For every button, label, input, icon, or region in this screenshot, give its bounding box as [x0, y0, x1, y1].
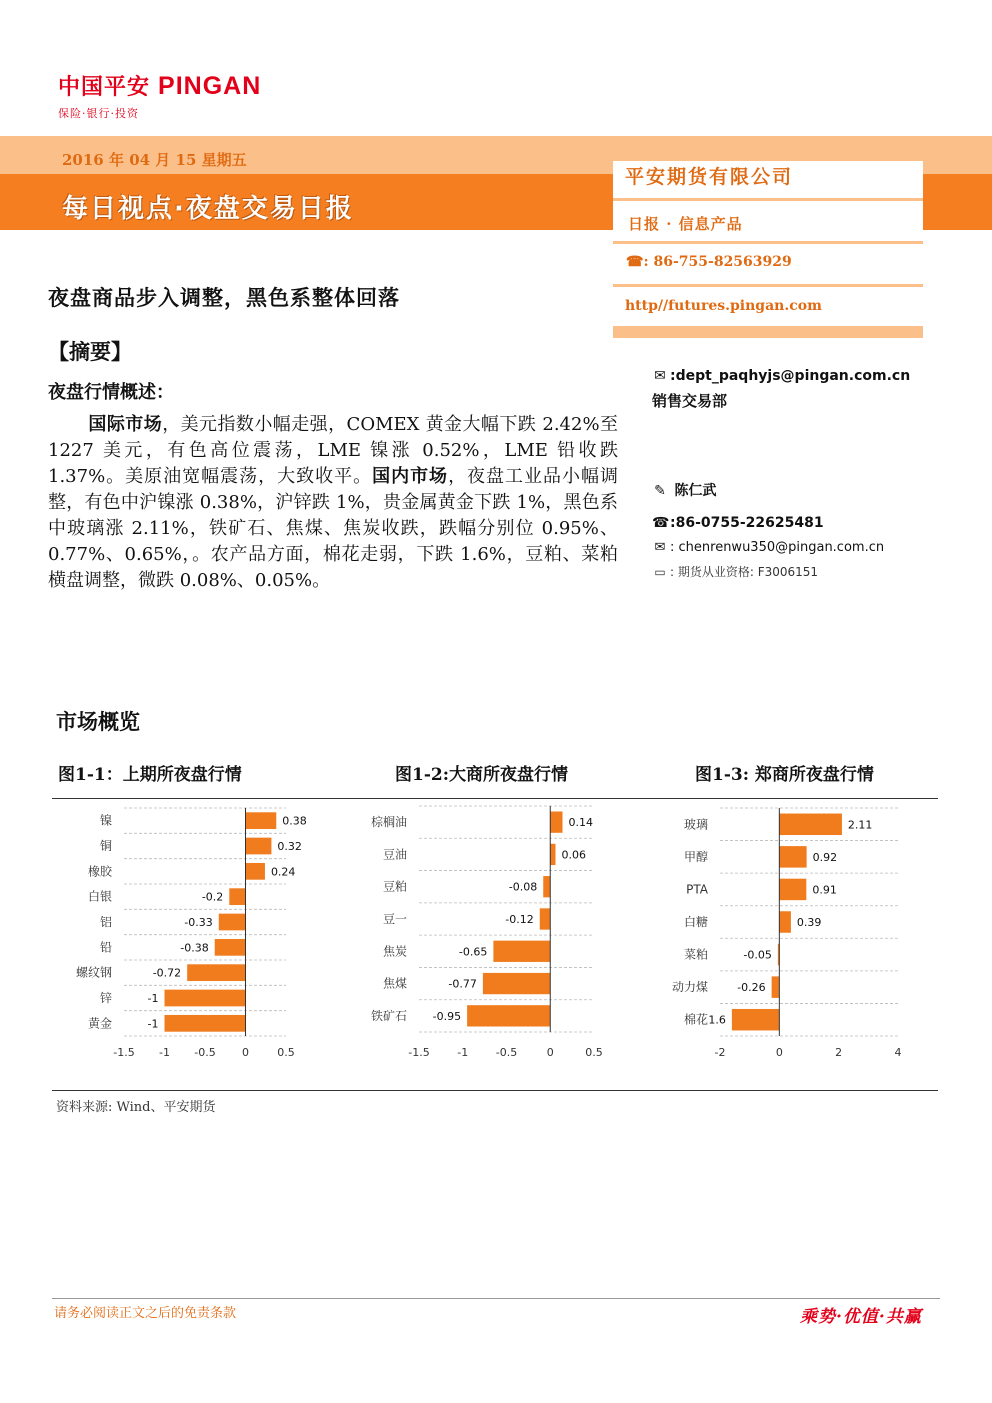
company-name: 平安期货有限公司: [625, 166, 794, 188]
bar-豆一: [540, 908, 551, 929]
bar-豆油: [550, 844, 555, 865]
tick-label: 0.5: [585, 1046, 603, 1059]
data-label: -0.77: [448, 977, 477, 991]
bar-PTA: [779, 879, 806, 900]
company-phone: ☎: 86-755-82563929: [626, 254, 792, 270]
bar-橡胶: [246, 863, 265, 880]
footer-divider: [52, 1298, 940, 1299]
tick-label: -2: [714, 1046, 726, 1059]
category-label: 豆粕: [382, 879, 407, 894]
tick-label: 4: [894, 1046, 902, 1059]
category-label: 白糖: [683, 915, 708, 929]
bar-玻璃: [779, 814, 842, 835]
data-source: 资料来源: Wind、平安期货: [56, 1100, 216, 1115]
category-label: 铝: [99, 915, 112, 929]
category-label: 豆一: [382, 912, 407, 926]
category-label: 黄金: [87, 1016, 112, 1031]
bar-锌: [165, 990, 246, 1007]
category-label: 镍: [99, 813, 112, 828]
bar-甲醇: [779, 846, 806, 867]
category-label: 豆油: [382, 847, 407, 862]
bar-铝: [219, 914, 246, 931]
bar-螺纹钢: [187, 964, 245, 981]
data-label: 0.06: [561, 848, 586, 862]
data-label: -0.2: [201, 890, 224, 904]
report-title: 每日视点·夜盘交易日报: [62, 194, 354, 224]
data-label: -0.38: [180, 941, 209, 955]
report-type: 日报 · 信息产品: [628, 215, 743, 233]
bar-铅: [215, 939, 246, 956]
chart-title-czce: 图1-3: 郑商所夜盘行情: [695, 765, 874, 785]
envelope-icon: ✉: [654, 368, 666, 384]
data-label: 0.92: [812, 850, 838, 864]
author-license: ▭ : 期货从业资格: F3006151: [652, 563, 818, 580]
data-label: 0.91: [812, 883, 837, 897]
pencil-icon: ✎: [654, 483, 666, 499]
data-label: -0.33: [184, 916, 213, 929]
tick-label: 0.5: [277, 1046, 295, 1059]
category-label: PTA: [686, 882, 708, 897]
bar-镍: [246, 812, 277, 829]
data-label: 0.38: [282, 814, 307, 828]
book-icon: ▭: [654, 565, 666, 579]
chart-title-dce: 图1-2:大商所夜盘行情: [395, 765, 568, 785]
tick-label: 0: [546, 1046, 554, 1059]
data-label: -0.95: [432, 1009, 462, 1023]
data-label: -1: [147, 992, 159, 1005]
footer-slogan: 乘势·优值·共赢: [800, 1307, 922, 1327]
chart-title-shfe: 图1-1：上期所夜盘行情: [58, 765, 242, 785]
category-label: 白银: [87, 889, 112, 904]
author-phone: ☎:86-0755-22625481: [652, 515, 824, 531]
data-label: 0.32: [277, 840, 302, 853]
tick-label: 2: [835, 1046, 843, 1059]
tick-label: -1: [457, 1046, 469, 1059]
data-label: -0.26: [737, 981, 766, 995]
dept-name: 销售交易部: [652, 392, 728, 410]
category-label: 棉花: [683, 1012, 708, 1027]
tick-label: 0: [242, 1046, 249, 1059]
bar-棕榈油: [550, 811, 562, 832]
category-label: 焦煤: [382, 976, 407, 991]
abstract-heading: 【摘要】: [48, 339, 132, 364]
tick-label: 0: [775, 1046, 783, 1059]
category-label: 甲醇: [683, 849, 708, 864]
tick-label: -0.5: [194, 1046, 216, 1059]
tick-label: -1.5: [408, 1046, 430, 1059]
phone-icon: ☎: [652, 515, 670, 531]
data-label: 0.24: [270, 865, 296, 879]
bar-豆粕: [543, 876, 550, 897]
data-label: -0.05: [743, 948, 772, 962]
bar-棉花: [732, 1009, 779, 1030]
logo-cn: 中国平安: [58, 75, 151, 100]
headline: 夜盘商品步入调整，黑色系整体回落: [48, 285, 400, 310]
tick-label: -1: [159, 1046, 170, 1059]
category-label: 棕榈油: [370, 815, 407, 830]
bar-铜: [246, 838, 272, 855]
bar-白银: [229, 888, 245, 905]
category-label: 锌: [99, 991, 112, 1005]
data-label: 2.11: [847, 818, 873, 832]
data-label: 0.39: [796, 916, 822, 929]
data-label: -1: [147, 1017, 159, 1031]
bar-焦炭: [493, 941, 550, 962]
bar-焦煤: [483, 973, 550, 994]
data-label: -0.12: [505, 913, 534, 926]
category-label: 铅: [99, 940, 112, 955]
tick-label: -0.5: [495, 1046, 518, 1059]
author-name: ✎ 陈仁武: [652, 480, 716, 500]
category-label: 玻璃: [683, 817, 708, 832]
category-label: 橡胶: [87, 864, 112, 879]
report-date: 2016 年 04 月 15 星期五: [62, 151, 247, 169]
chart-rule-bottom: [52, 1090, 938, 1091]
bar-白糖: [779, 911, 791, 932]
company-website[interactable]: http//futures.pingan.com: [625, 298, 822, 314]
dept-email[interactable]: ✉ :dept_paqhyjs@pingan.com.cn: [652, 368, 910, 384]
category-label: 螺纹钢: [75, 965, 112, 980]
data-label: 1.6: [708, 1013, 726, 1027]
phone-icon: ☎: [626, 254, 644, 270]
bar-铁矿石: [467, 1005, 550, 1026]
data-label: 0.14: [568, 816, 593, 830]
envelope-icon: ✉: [654, 540, 666, 555]
footer-disclaimer[interactable]: 请务必阅读正文之后的免责条款: [54, 1306, 237, 1321]
overview-heading: 夜盘行情概述：: [48, 382, 174, 403]
bar-黄金: [165, 1015, 246, 1032]
author-email[interactable]: ✉ : chenrenwu350@pingan.com.cn: [652, 540, 884, 555]
data-label: -0.08: [508, 880, 538, 894]
market-overview-heading: 市场概览: [56, 709, 140, 734]
logo-subtitle: 保险·银行·投资: [58, 107, 139, 120]
bar-动力煤: [772, 976, 780, 997]
logo-en: PINGAN: [158, 72, 262, 100]
data-label: -0.65: [458, 945, 488, 959]
category-label: 菜粕: [683, 947, 708, 962]
data-label: -0.72: [152, 966, 182, 980]
category-label: 动力煤: [671, 980, 708, 995]
category-label: 铁矿石: [370, 1008, 407, 1023]
category-label: 焦炭: [382, 944, 407, 959]
tick-label: -1.5: [113, 1046, 135, 1059]
overview-paragraph: 国际市场，美元指数小幅走强，COMEX 黄金大幅下跌 2.42%至 1227 美元，有色高位震荡，LME 镍涨 0.52%，LME 铅收跌 1.37%。美原油宽幅震荡，大致收平。国内市场，夜盘工业品小幅调整，有色中沪镍涨 0.38%，沪锌跌 1%，贵金属黄金下跌 1%，黑色系中玻璃涨 2.11%，铁矿石、焦煤、焦炭收跌，跌幅分别位 0.95%、0.77%、0.65%，。农产品方面，棉花走弱，下跌 1.6%，豆粕、菜粕横盘调整，微跌 0.08%、0.05%。: [48, 414, 619, 591]
category-label: 铜: [99, 839, 112, 853]
